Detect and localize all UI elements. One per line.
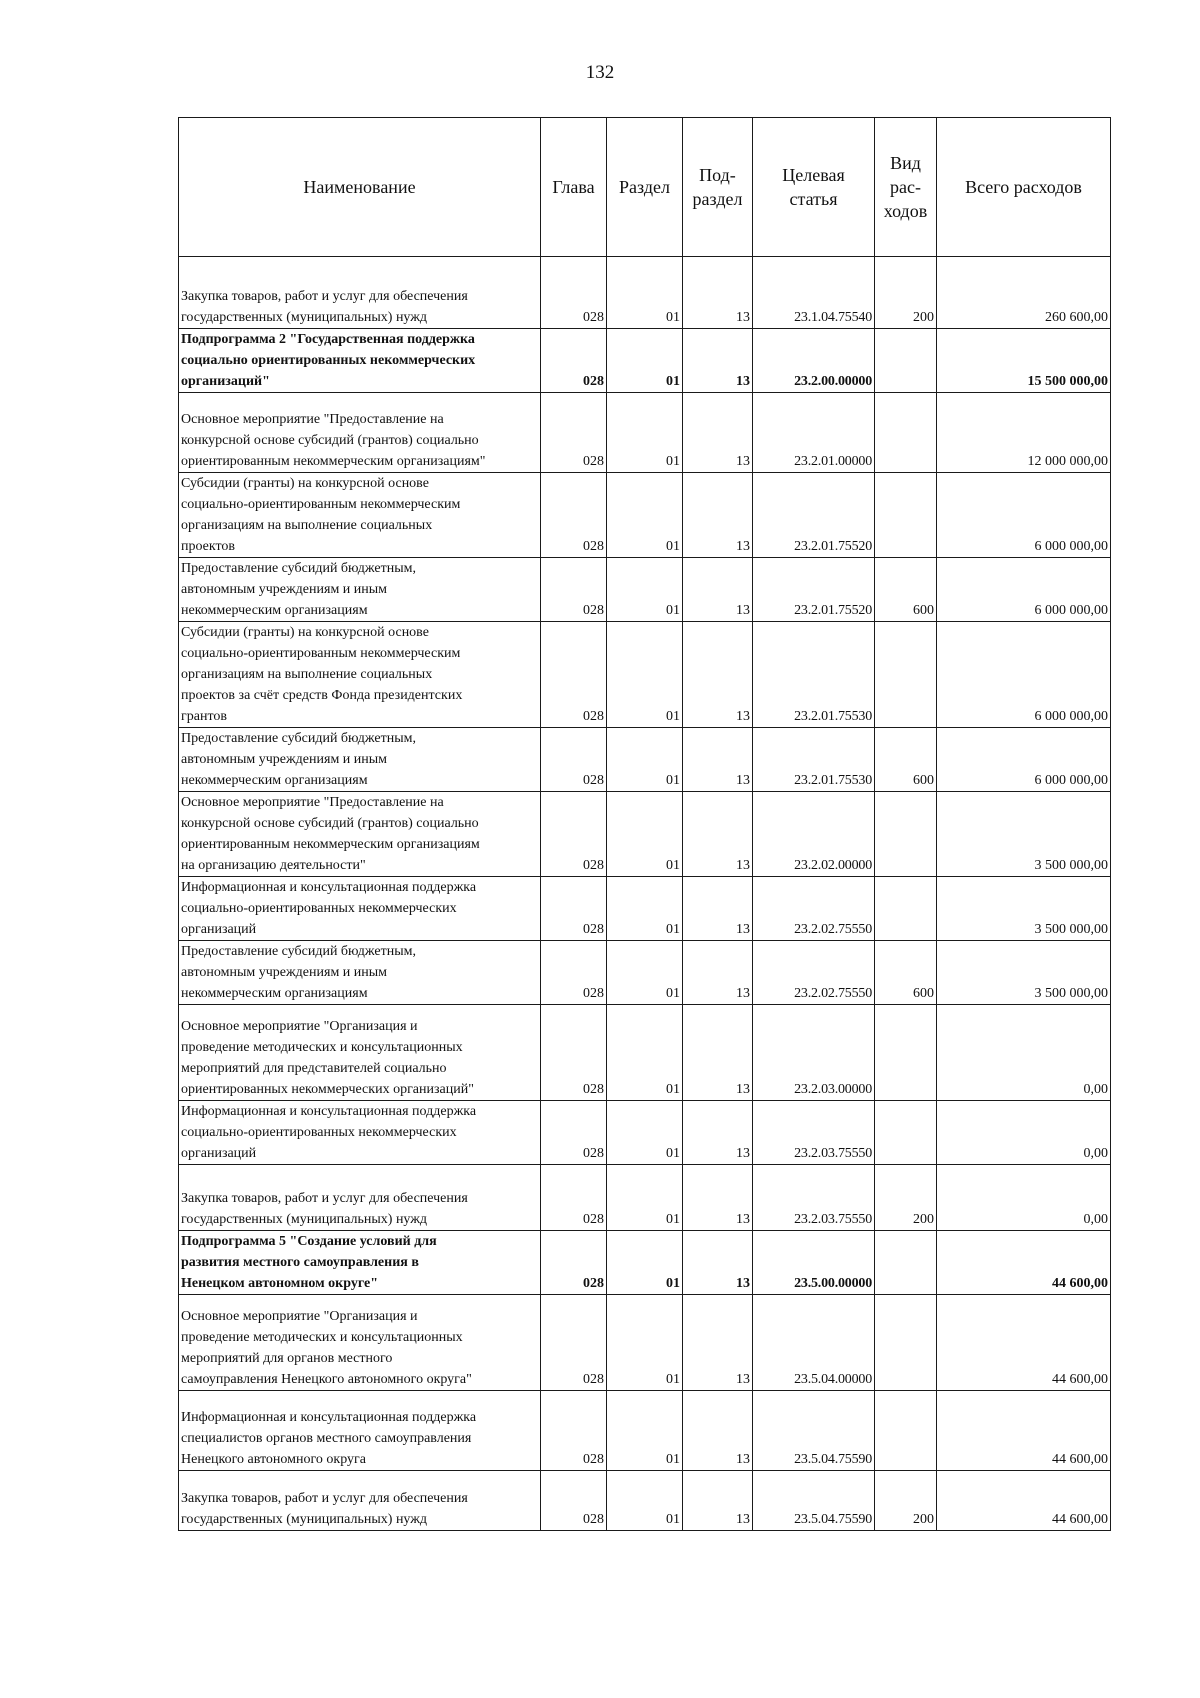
cell-type bbox=[875, 792, 937, 877]
cell-chapter: 028 bbox=[541, 728, 607, 792]
cell-target: 23.2.02.75550 bbox=[753, 877, 875, 941]
cell-target: 23.2.03.75550 bbox=[753, 1101, 875, 1165]
cell-section: 01 bbox=[607, 329, 683, 393]
cell-subsection: 13 bbox=[683, 877, 753, 941]
cell-chapter: 028 bbox=[541, 1005, 607, 1101]
cell-chapter: 028 bbox=[541, 1391, 607, 1471]
cell-chapter: 028 bbox=[541, 393, 607, 473]
cell-section: 01 bbox=[607, 473, 683, 558]
cell-type: 600 bbox=[875, 941, 937, 1005]
table-header-row bbox=[179, 118, 1111, 257]
cell-name: Основное мероприятие "Предоставление на конкурсной основе субсидий (грантов) социально ориентированным некоммерческим организациям на организацию деятельности" bbox=[179, 792, 541, 877]
table-body bbox=[179, 257, 1111, 1531]
cell-chapter: 028 bbox=[541, 877, 607, 941]
table-row bbox=[179, 877, 1111, 941]
cell-type: 200 bbox=[875, 257, 937, 329]
cell-name: Закупка товаров, работ и услуг для обеспечения государственных (муниципальных) нужд bbox=[179, 1471, 541, 1531]
cell-type bbox=[875, 1101, 937, 1165]
cell-section: 01 bbox=[607, 1391, 683, 1471]
cell-target: 23.2.00.00000 bbox=[753, 329, 875, 393]
cell-subsection: 13 bbox=[683, 1005, 753, 1101]
cell-type bbox=[875, 1231, 937, 1295]
cell-section: 01 bbox=[607, 1005, 683, 1101]
cell-subsection: 13 bbox=[683, 1295, 753, 1391]
cell-total: 6 000 000,00 bbox=[937, 558, 1111, 622]
cell-subsection: 13 bbox=[683, 792, 753, 877]
table-row bbox=[179, 728, 1111, 792]
cell-name: Субсидии (гранты) на конкурсной основе социально-ориентированным некоммерческим организациям на выполнение социальных проектов bbox=[179, 473, 541, 558]
cell-section: 01 bbox=[607, 257, 683, 329]
cell-subsection: 13 bbox=[683, 1101, 753, 1165]
cell-name: Информационная и консультационная поддержка социально-ориентированных некоммерческих организаций bbox=[179, 1101, 541, 1165]
cell-chapter: 028 bbox=[541, 329, 607, 393]
cell-total: 6 000 000,00 bbox=[937, 728, 1111, 792]
cell-type bbox=[875, 473, 937, 558]
cell-target: 23.2.03.75550 bbox=[753, 1165, 875, 1231]
cell-name: Информационная и консультационная поддержка социально-ориентированных некоммерческих организаций bbox=[179, 877, 541, 941]
cell-total: 44 600,00 bbox=[937, 1471, 1111, 1531]
cell-target: 23.5.00.00000 bbox=[753, 1231, 875, 1295]
table-row bbox=[179, 1295, 1111, 1391]
cell-total: 0,00 bbox=[937, 1165, 1111, 1231]
cell-chapter: 028 bbox=[541, 792, 607, 877]
column-header-name: Наименование bbox=[179, 118, 541, 257]
cell-subsection: 13 bbox=[683, 393, 753, 473]
column-header-type: Вид рас- ходов bbox=[875, 118, 937, 257]
cell-total: 44 600,00 bbox=[937, 1391, 1111, 1471]
table-row bbox=[179, 1005, 1111, 1101]
cell-target: 23.2.01.75520 bbox=[753, 473, 875, 558]
column-header-total: Всего расходов bbox=[937, 118, 1111, 257]
column-header-target: Целевая статья bbox=[753, 118, 875, 257]
cell-type: 200 bbox=[875, 1165, 937, 1231]
cell-target: 23.2.01.75520 bbox=[753, 558, 875, 622]
cell-subsection: 13 bbox=[683, 257, 753, 329]
cell-total: 12 000 000,00 bbox=[937, 393, 1111, 473]
cell-subsection: 13 bbox=[683, 329, 753, 393]
cell-target: 23.2.01.75530 bbox=[753, 728, 875, 792]
table-row bbox=[179, 558, 1111, 622]
cell-total: 44 600,00 bbox=[937, 1231, 1111, 1295]
cell-type bbox=[875, 1005, 937, 1101]
table-row bbox=[179, 1165, 1111, 1231]
cell-target: 23.2.02.75550 bbox=[753, 941, 875, 1005]
cell-subsection: 13 bbox=[683, 1165, 753, 1231]
cell-chapter: 028 bbox=[541, 941, 607, 1005]
cell-subsection: 13 bbox=[683, 473, 753, 558]
cell-name: Закупка товаров, работ и услуг для обеспечения государственных (муниципальных) нужд bbox=[179, 257, 541, 329]
cell-name: Предоставление субсидий бюджетным, автономным учреждениям и иным некоммерческим организациям bbox=[179, 558, 541, 622]
cell-total: 15 500 000,00 bbox=[937, 329, 1111, 393]
page-number: 132 bbox=[585, 62, 615, 83]
table-row bbox=[179, 1101, 1111, 1165]
cell-total: 260 600,00 bbox=[937, 257, 1111, 329]
cell-target: 23.2.02.00000 bbox=[753, 792, 875, 877]
cell-subsection: 13 bbox=[683, 728, 753, 792]
cell-section: 01 bbox=[607, 1101, 683, 1165]
cell-total: 6 000 000,00 bbox=[937, 473, 1111, 558]
cell-target: 23.2.01.75530 bbox=[753, 622, 875, 728]
table-row bbox=[179, 792, 1111, 877]
column-header-section: Раздел bbox=[607, 118, 683, 257]
cell-chapter: 028 bbox=[541, 558, 607, 622]
cell-type bbox=[875, 1391, 937, 1471]
cell-subsection: 13 bbox=[683, 1391, 753, 1471]
column-header-subsection: Под- раздел bbox=[683, 118, 753, 257]
cell-section: 01 bbox=[607, 1165, 683, 1231]
cell-subsection: 13 bbox=[683, 558, 753, 622]
cell-type bbox=[875, 877, 937, 941]
table-row bbox=[179, 329, 1111, 393]
cell-section: 01 bbox=[607, 941, 683, 1005]
cell-subsection: 13 bbox=[683, 941, 753, 1005]
cell-target: 23.5.04.00000 bbox=[753, 1295, 875, 1391]
cell-type bbox=[875, 393, 937, 473]
cell-section: 01 bbox=[607, 1231, 683, 1295]
cell-total: 6 000 000,00 bbox=[937, 622, 1111, 728]
cell-chapter: 028 bbox=[541, 257, 607, 329]
cell-chapter: 028 bbox=[541, 1295, 607, 1391]
cell-total: 3 500 000,00 bbox=[937, 792, 1111, 877]
cell-name: Основное мероприятие "Организация и проведение методических и консультационных мероприятий для органов местного самоуправления Ненецкого автономного округа" bbox=[179, 1295, 541, 1391]
column-header-chapter: Глава bbox=[541, 118, 607, 257]
cell-subsection: 13 bbox=[683, 1231, 753, 1295]
cell-name: Информационная и консультационная поддержка специалистов органов местного самоуправления Ненецкого автономного округа bbox=[179, 1391, 541, 1471]
cell-total: 3 500 000,00 bbox=[937, 877, 1111, 941]
table-row bbox=[179, 393, 1111, 473]
cell-type bbox=[875, 329, 937, 393]
cell-total: 0,00 bbox=[937, 1101, 1111, 1165]
cell-section: 01 bbox=[607, 622, 683, 728]
cell-chapter: 028 bbox=[541, 1231, 607, 1295]
cell-name: Предоставление субсидий бюджетным, автономным учреждениям и иным некоммерческим организациям bbox=[179, 728, 541, 792]
cell-section: 01 bbox=[607, 558, 683, 622]
cell-name: Закупка товаров, работ и услуг для обеспечения государственных (муниципальных) нужд bbox=[179, 1165, 541, 1231]
cell-name: Субсидии (гранты) на конкурсной основе социально-ориентированным некоммерческим организациям на выполнение социальных проектов за счёт средств Фонда президентских грантов bbox=[179, 622, 541, 728]
cell-chapter: 028 bbox=[541, 1101, 607, 1165]
cell-type: 600 bbox=[875, 558, 937, 622]
cell-chapter: 028 bbox=[541, 622, 607, 728]
table-row bbox=[179, 473, 1111, 558]
table-row bbox=[179, 1391, 1111, 1471]
cell-name: Подпрограмма 2 "Государственная поддержка социально ориентированных некоммерческих организаций" bbox=[179, 329, 541, 393]
table-row bbox=[179, 1231, 1111, 1295]
cell-total: 3 500 000,00 bbox=[937, 941, 1111, 1005]
cell-total: 44 600,00 bbox=[937, 1295, 1111, 1391]
cell-target: 23.2.03.00000 bbox=[753, 1005, 875, 1101]
budget-table bbox=[178, 117, 1111, 1531]
table-row bbox=[179, 1471, 1111, 1531]
cell-name: Основное мероприятие "Предоставление на конкурсной основе субсидий (грантов) социально ориентированным некоммерческим организациям" bbox=[179, 393, 541, 473]
cell-chapter: 028 bbox=[541, 473, 607, 558]
cell-target: 23.5.04.75590 bbox=[753, 1391, 875, 1471]
cell-type: 600 bbox=[875, 728, 937, 792]
cell-total: 0,00 bbox=[937, 1005, 1111, 1101]
cell-section: 01 bbox=[607, 1471, 683, 1531]
cell-section: 01 bbox=[607, 877, 683, 941]
cell-subsection: 13 bbox=[683, 622, 753, 728]
table-row bbox=[179, 941, 1111, 1005]
cell-type: 200 bbox=[875, 1471, 937, 1531]
cell-name: Предоставление субсидий бюджетным, автономным учреждениям и иным некоммерческим организациям bbox=[179, 941, 541, 1005]
cell-name: Основное мероприятие "Организация и проведение методических и консультационных мероприятий для представителей социально ориентированных некоммерческих организаций" bbox=[179, 1005, 541, 1101]
cell-target: 23.2.01.00000 bbox=[753, 393, 875, 473]
cell-subsection: 13 bbox=[683, 1471, 753, 1531]
cell-section: 01 bbox=[607, 792, 683, 877]
cell-section: 01 bbox=[607, 393, 683, 473]
cell-section: 01 bbox=[607, 728, 683, 792]
table-row bbox=[179, 257, 1111, 329]
cell-target: 23.5.04.75590 bbox=[753, 1471, 875, 1531]
cell-chapter: 028 bbox=[541, 1165, 607, 1231]
cell-name: Подпрограмма 5 "Создание условий для развития местного самоуправления в Ненецком автономном округе" bbox=[179, 1231, 541, 1295]
table-row bbox=[179, 622, 1111, 728]
cell-target: 23.1.04.75540 bbox=[753, 257, 875, 329]
cell-type bbox=[875, 622, 937, 728]
cell-chapter: 028 bbox=[541, 1471, 607, 1531]
cell-section: 01 bbox=[607, 1295, 683, 1391]
cell-type bbox=[875, 1295, 937, 1391]
